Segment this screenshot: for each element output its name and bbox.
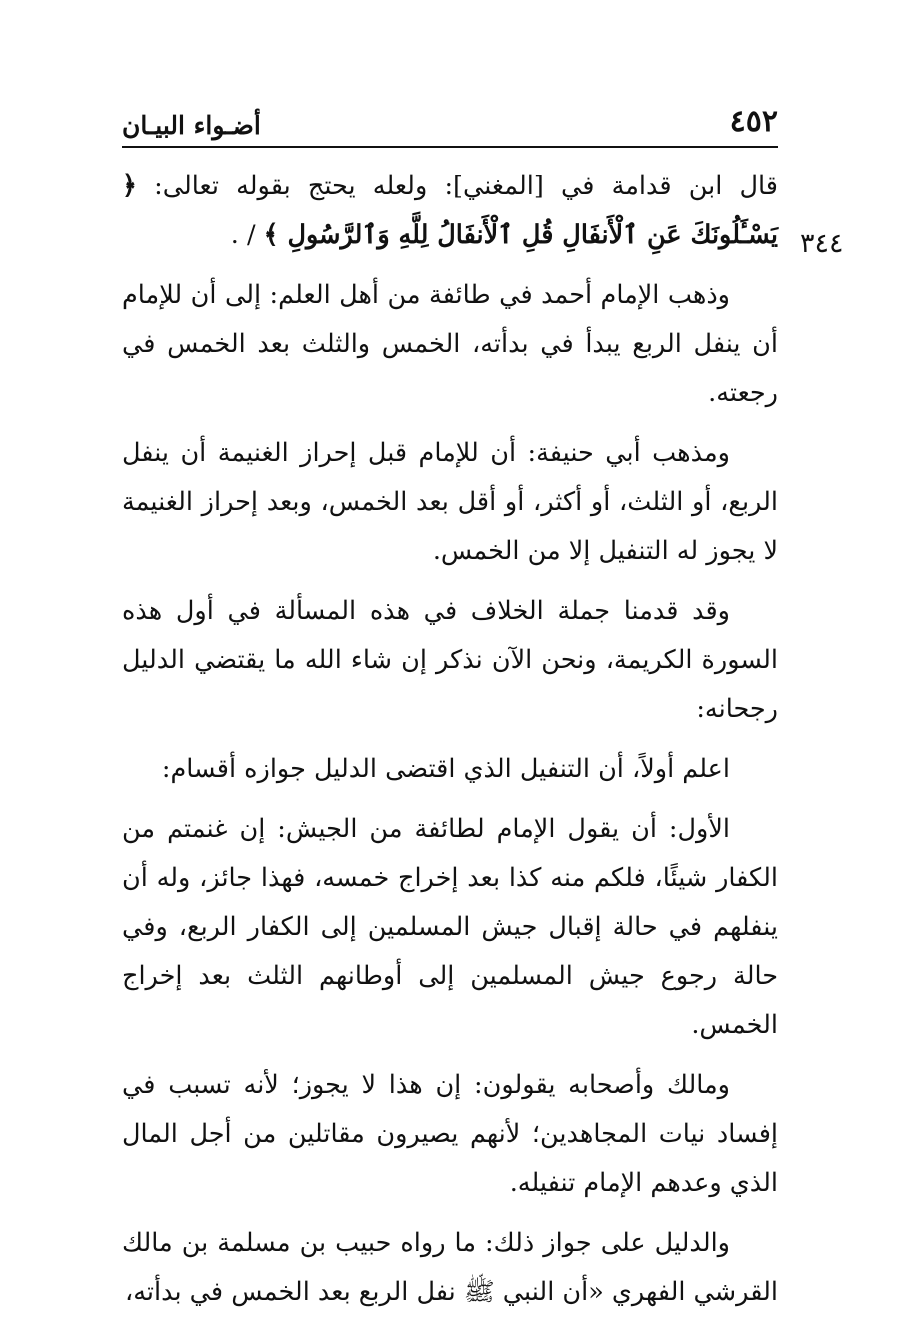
paragraph-abu-hanifa: ومذهب أبي حنيفة: أن للإمام قبل إحراز الغنيمة أن ينفل الربع، أو الثلث، أو أكثر، أو أقل بعد الخمس، وبعد إحراز الغنيمة لا يجوز له التنفيل إلا من الخمس. (122, 438, 778, 566)
margin-reference-number: ٣٤٤ (800, 228, 844, 259)
paragraph-aqsam: اعلم أولاً، أن التنفيل الذي اقتضى الدليل جوازه أقسام: (161, 754, 730, 784)
paragraph-ahmad: وذهب الإمام أحمد في طائفة من أهل العلم: إلى أن للإمام أن ينفل الربع يبدأ في بدأته، الخمس والثلث بعد الخمس في رجعته. (122, 280, 778, 408)
paragraph-first-kind: الأول: أن يقول الإمام لطائفة من الجيش: إن غنمتم من الكفار شيئًا، فلكم منه كذا بعد إخراج خمسه، فهذا جائز، وله أن ينفلهم في حالة إقبال جيش المسلمين إلى الكفار الربع، وفي حالة رجوع جيش المسلمين إلى أوطانهم الثلث بعد إخراج الخمس. (122, 814, 778, 1040)
quran-verse: ﴿ يَسْـَٔلُونَكَ عَنِ ٱلْأَنفَالِ قُلِ ٱلْأَنفَالُ لِلَّهِ وَٱلرَّسُولِ ﴾ (122, 171, 778, 250)
paragraph-text: قال ابن قدامة في [المغني]: ولعله يحتج بقوله تعالى: (136, 171, 778, 201)
paragraph-malik: ومالك وأصحابه يقولون: إن هذا لا يجوز؛ لأنه تسبب في إفساد نيات المجاهدين؛ لأنهم يصيرون مقاتلين من أجل المال الذي وعدهم الإمام تنفيله. (122, 1070, 778, 1198)
page-header (122, 104, 778, 144)
paragraph-khilaf: وقد قدمنا جملة الخلاف في هذه المسألة في أول هذه السورة الكريمة، ونحن الآن نذكر إن شاء الله ما يقتضي الدليل رجحانه: (122, 596, 778, 724)
body-text (122, 162, 778, 1328)
paragraph-evidence: والدليل على جواز ذلك: ما رواه حبيب بن مسلمة بن مالك القرشي الفهري «أن النبي ﷺ نفل الربع بعد الخمس في بدأته، (122, 1228, 778, 1307)
paragraph-quote-ibn-qudama (122, 162, 778, 260)
page-number: ٤٥٢ (729, 104, 778, 139)
book-title: أضـواء البيـان (122, 111, 261, 140)
paragraph-tail: / . (230, 220, 264, 250)
header-rule (122, 146, 778, 148)
